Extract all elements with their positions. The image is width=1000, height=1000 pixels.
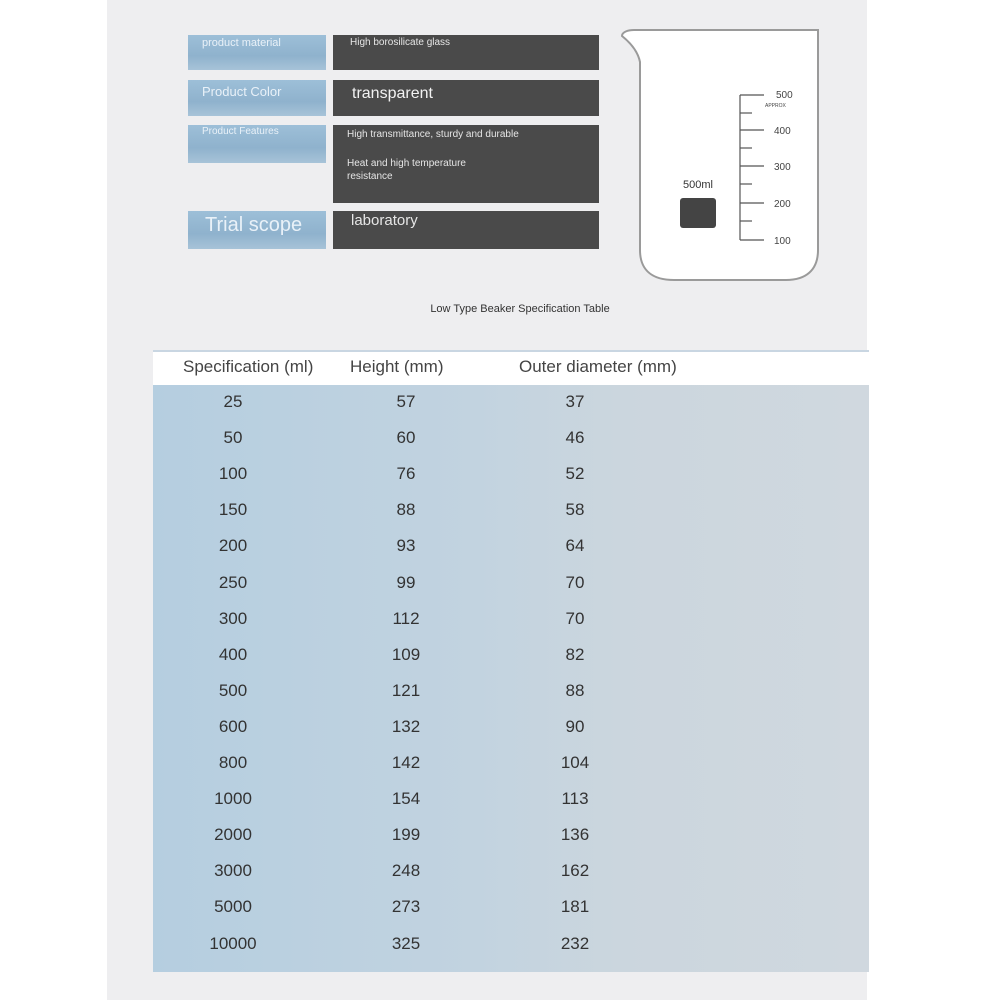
table-row [153,638,869,674]
table-row [153,529,869,565]
cell-specification: 3000 [214,861,252,881]
cell-outer-diameter: 88 [565,680,585,700]
cell-height: 112 [392,608,420,628]
cell-height: 121 [391,680,421,700]
cell-height: 142 [391,753,421,772]
cell-outer-diameter: 70 [565,572,585,592]
cell-outer-diameter: 104 [560,753,590,772]
header-height: Height (mm) [350,357,444,376]
table-row [153,818,869,854]
table-row [153,566,869,602]
cell-outer-diameter: 64 [565,536,585,556]
cell-specification: 1000 [214,789,252,809]
cell-specification: 200 [218,536,248,556]
cell-specification: 300 [218,608,248,628]
cell-specification: 250 [218,572,248,592]
cell-height: 325 [391,933,421,953]
beaker-approx-text: APPROX [765,103,786,109]
cell-outer-diameter: 82 [565,644,585,664]
cell-outer-diameter: 90 [565,716,585,736]
trial-scope-value: laboratory [333,211,599,249]
cell-outer-diameter: 113 [561,789,589,809]
cell-specification: 800 [218,753,248,772]
table-row [153,927,869,963]
table-row [153,493,869,529]
cell-height: 248 [391,861,421,881]
table-row [153,782,869,818]
table-body [153,385,869,972]
beaker-volume-label: 500ml [683,179,713,191]
cell-outer-diameter: 181 [560,897,590,917]
table-row [153,602,869,638]
cell-specification: 25 [223,392,243,411]
cell-specification: 500 [218,680,248,700]
beaker-mark-400: 400 [774,126,791,137]
table-header [153,350,869,385]
cell-height: 93 [396,536,416,556]
cell-specification: 100 [218,464,248,484]
table-row [153,854,869,890]
cell-specification: 50 [223,428,243,448]
cell-height: 154 [391,789,421,809]
product-color-value: transparent [333,80,599,116]
cell-height: 76 [396,464,416,484]
cell-outer-diameter: 52 [565,464,585,484]
header-specification: Specification (ml) [183,357,314,376]
product-features-label: Product Features [188,125,326,163]
trial-scope-label: Trial scope [188,211,326,249]
feature-item: High transmittance, sturdy and durable [347,129,519,140]
header-outer-diameter: Outer diameter (mm) [519,357,677,376]
feature-item: Heat and high temperature resistance [347,158,466,182]
beaker-mark-500: 500 [776,90,793,101]
table-row [153,890,869,926]
cell-height: 88 [396,500,416,520]
table-row [153,385,869,421]
beaker-mark-100: 100 [774,236,791,247]
beaker-mark-300: 300 [774,162,791,173]
cell-height: 109 [391,644,421,664]
beaker-label-patch [680,198,716,228]
cell-specification: 600 [218,716,248,736]
table-row [153,457,869,493]
table-row [153,674,869,710]
cell-outer-diameter: 232 [560,933,590,953]
spec-table [153,350,869,972]
beaker-illustration [618,18,838,288]
beaker-mark-200: 200 [774,199,791,210]
table-row [153,421,869,457]
table-title: Low Type Beaker Specification Table [430,303,610,315]
cell-specification: 5000 [214,897,252,917]
product-material-value: High borosilicate glass [333,35,599,70]
cell-outer-diameter: 162 [560,861,590,881]
cell-specification: 150 [218,500,248,520]
table-row [153,746,869,782]
table-row [153,710,869,746]
cell-height: 57 [396,392,416,411]
product-color-label: Product Color [188,80,326,116]
cell-outer-diameter: 37 [565,392,585,411]
cell-height: 199 [391,825,421,845]
cell-height: 132 [391,716,421,736]
cell-height: 99 [396,572,416,592]
cell-specification: 400 [218,644,248,664]
product-features-value [333,125,599,203]
cell-outer-diameter: 70 [565,608,585,628]
cell-height: 60 [396,428,416,448]
cell-outer-diameter: 58 [565,500,585,520]
cell-specification: 10000 [209,933,257,953]
cell-height: 273 [391,897,421,917]
cell-specification: 2000 [214,825,252,845]
cell-outer-diameter: 136 [560,825,590,845]
cell-outer-diameter: 46 [565,428,585,448]
product-material-label: product material [188,35,326,70]
